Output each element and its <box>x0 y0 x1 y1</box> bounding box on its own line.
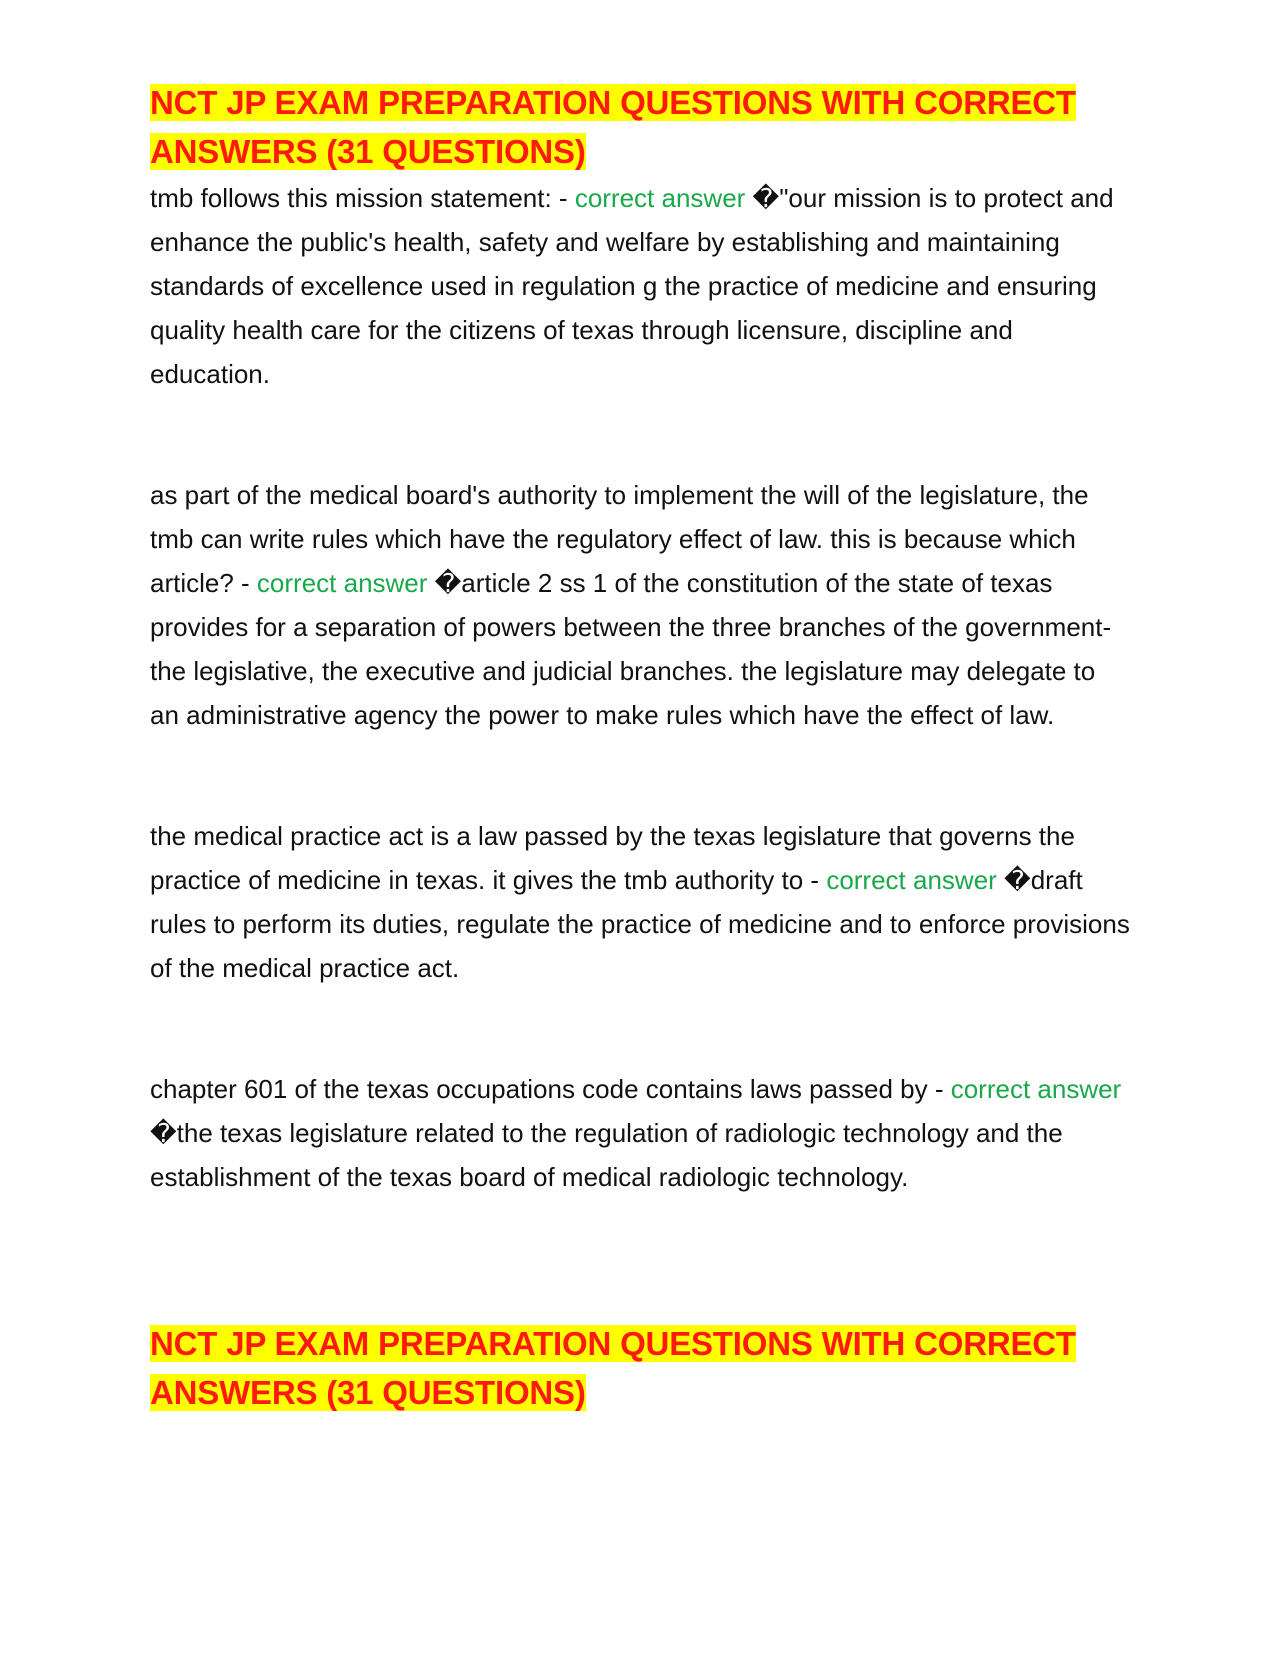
qa-answer-label: correct answer <box>256 568 428 598</box>
qa-answer-label: correct answer <box>826 865 997 895</box>
qa-answer-label: correct answer <box>950 1074 1122 1104</box>
qa-item-2 <box>150 473 1130 737</box>
qa-answer-label: correct answer <box>574 183 746 213</box>
footer-title <box>150 1319 1130 1417</box>
qa-item-1 <box>150 176 1130 396</box>
spacer <box>150 1199 1130 1319</box>
footer-title-text: NCT JP EXAM PREPARATION QUESTIONS WITH CORRECT ANSWERS (31 QUESTIONS) <box>150 1325 1076 1411</box>
qa-item-4 <box>150 1067 1130 1199</box>
qa-question: the medical practice act is a law passed by the texas legislature that governs the practice of medicine in texas. it gives the tmb authority to - <box>150 821 1075 895</box>
qa-answer: �draft rules to perform its duties, regulate the practice of medicine and to enforce provisions of the medical practice act. <box>150 865 1130 983</box>
spacer <box>150 737 1130 814</box>
qa-answer: �article 2 ss 1 of the constitution of the state of texas provides for a separation of powers between the three branches of the government-the legislative, the executive and judicial branches. the legislature may delegate to an administrative agency the power to make rules which have the effect of law. <box>150 568 1112 730</box>
qa-answer: �"our mission is to protect and enhance the public's health, safety and welfare by establishing and maintaining standards of excellence used in regulation g the practice of medicine and ensuring quality health care for the citizens of texas through licensure, discipline and education. <box>150 183 1114 389</box>
qa-question: tmb follows this mission statement: - <box>150 183 575 213</box>
qa-question: as part of the medical board's authority to implement the will of the legislature, the tmb can write rules which have the regulatory effect of law. this is because which article? - <box>150 480 1089 598</box>
spacer <box>150 990 1130 1067</box>
qa-question: chapter 601 of the texas occupations code contains laws passed by - <box>150 1074 951 1104</box>
document-title-text: NCT JP EXAM PREPARATION QUESTIONS WITH CORRECT ANSWERS (31 QUESTIONS) <box>150 84 1076 170</box>
document-title <box>150 78 1130 176</box>
spacer <box>150 396 1130 473</box>
qa-item-3 <box>150 814 1130 990</box>
qa-answer: �the texas legislature related to the regulation of radiologic technology and the establishment of the texas board of medical radiologic technology. <box>150 1118 1063 1192</box>
document-page <box>150 78 1130 1417</box>
